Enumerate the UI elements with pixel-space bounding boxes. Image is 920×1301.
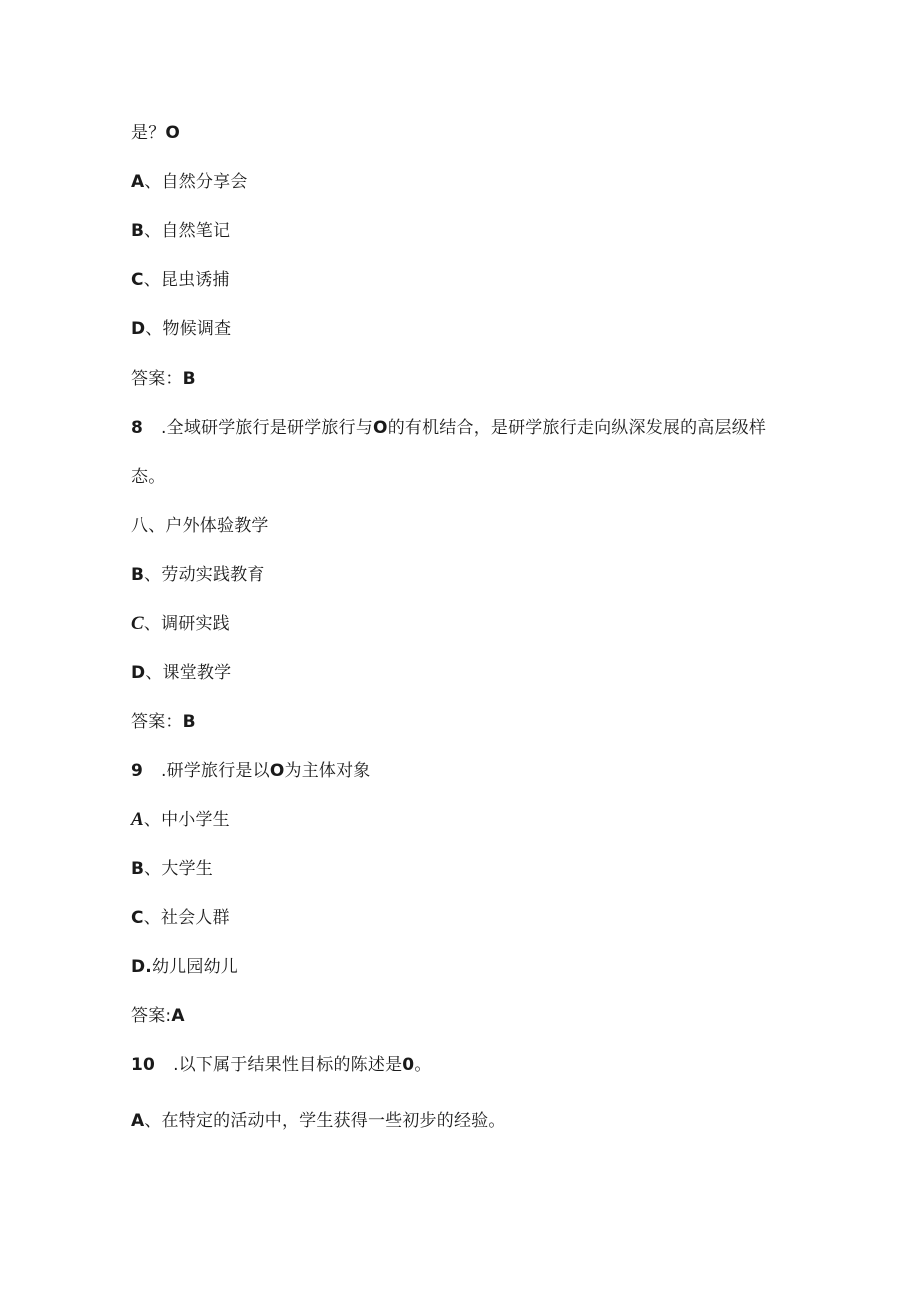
answer-line <box>131 368 196 390</box>
option-text: 、劳动实践教育 <box>144 565 265 585</box>
option-letter: A <box>131 172 145 192</box>
option-text: 、社会人群 <box>143 908 230 928</box>
question-stem-continuation <box>131 122 180 144</box>
question-text-rest: 为主体对象 <box>284 761 371 781</box>
question-text: .全域研学旅行是研学旅行与 <box>161 418 374 438</box>
answer-value: A <box>171 1006 185 1026</box>
option-text: 、中小学生 <box>143 810 230 830</box>
option-letter: C <box>131 270 144 290</box>
option-text: 、物候调查 <box>145 319 232 339</box>
option-text: 、自然分享会 <box>144 172 248 192</box>
option-b <box>131 564 265 586</box>
option-letter: A <box>131 1111 145 1131</box>
option-c <box>131 269 230 291</box>
question-8-continuation <box>131 466 165 488</box>
option-a <box>131 809 230 831</box>
option-c <box>131 907 230 929</box>
option-letter: C <box>131 908 144 928</box>
option-text: 幼儿园幼儿 <box>151 957 238 977</box>
answer-line <box>131 1005 185 1027</box>
option-letter: B <box>131 565 145 585</box>
option-letter: B <box>131 859 145 879</box>
blank-marker: 0 <box>402 1055 415 1075</box>
option-a <box>131 171 248 193</box>
question-10 <box>131 1054 432 1076</box>
option-letter: D <box>131 319 146 339</box>
blank-marker: O <box>165 123 181 143</box>
option-d <box>131 318 231 340</box>
answer-label: 答案： <box>131 369 183 389</box>
question-text-rest: 的有机结合，是研学旅行走向纵深发展的高层级样 <box>387 418 767 438</box>
blank-marker: O <box>269 761 285 781</box>
question-text-rest: 。 <box>414 1055 432 1075</box>
option-a <box>131 1110 506 1132</box>
option-b <box>131 858 213 880</box>
option-letter: B <box>131 221 145 241</box>
answer-line <box>131 711 196 733</box>
question-text: 态。 <box>131 467 166 487</box>
option-letter: A <box>131 809 144 830</box>
answer-label: 答案： <box>131 712 183 732</box>
question-9 <box>131 760 371 782</box>
option-a <box>131 515 269 537</box>
option-text: 、调研实践 <box>143 614 230 634</box>
answer-value: B <box>182 369 196 389</box>
blank-marker: O <box>373 418 388 438</box>
option-text: 、课堂教学 <box>145 663 232 683</box>
option-letter: D. <box>131 957 152 977</box>
question-text: .研学旅行是以 <box>161 761 270 781</box>
option-d <box>131 662 231 684</box>
answer-value: B <box>182 712 196 732</box>
option-letter: C <box>131 613 144 634</box>
question-text: .以下属于结果性目标的陈述是 <box>173 1055 403 1075</box>
option-c <box>131 613 230 635</box>
option-text: 、在特定的活动中，学生获得一些初步的经验。 <box>144 1111 506 1131</box>
question-number: 10 <box>131 1055 156 1075</box>
question-8 <box>131 417 766 439</box>
option-text: 、自然笔记 <box>144 221 231 241</box>
question-number: 9 <box>131 761 144 781</box>
option-b <box>131 220 230 242</box>
answer-label: 答案: <box>131 1006 172 1026</box>
question-number: 8 <box>131 418 144 438</box>
stem-text: 是？ <box>131 123 166 143</box>
option-letter: D <box>131 663 146 683</box>
option-d <box>131 956 238 978</box>
option-text: 八、户外体验教学 <box>131 516 269 536</box>
option-text: 、大学生 <box>144 859 213 879</box>
option-text: 、昆虫诱捕 <box>143 270 230 290</box>
